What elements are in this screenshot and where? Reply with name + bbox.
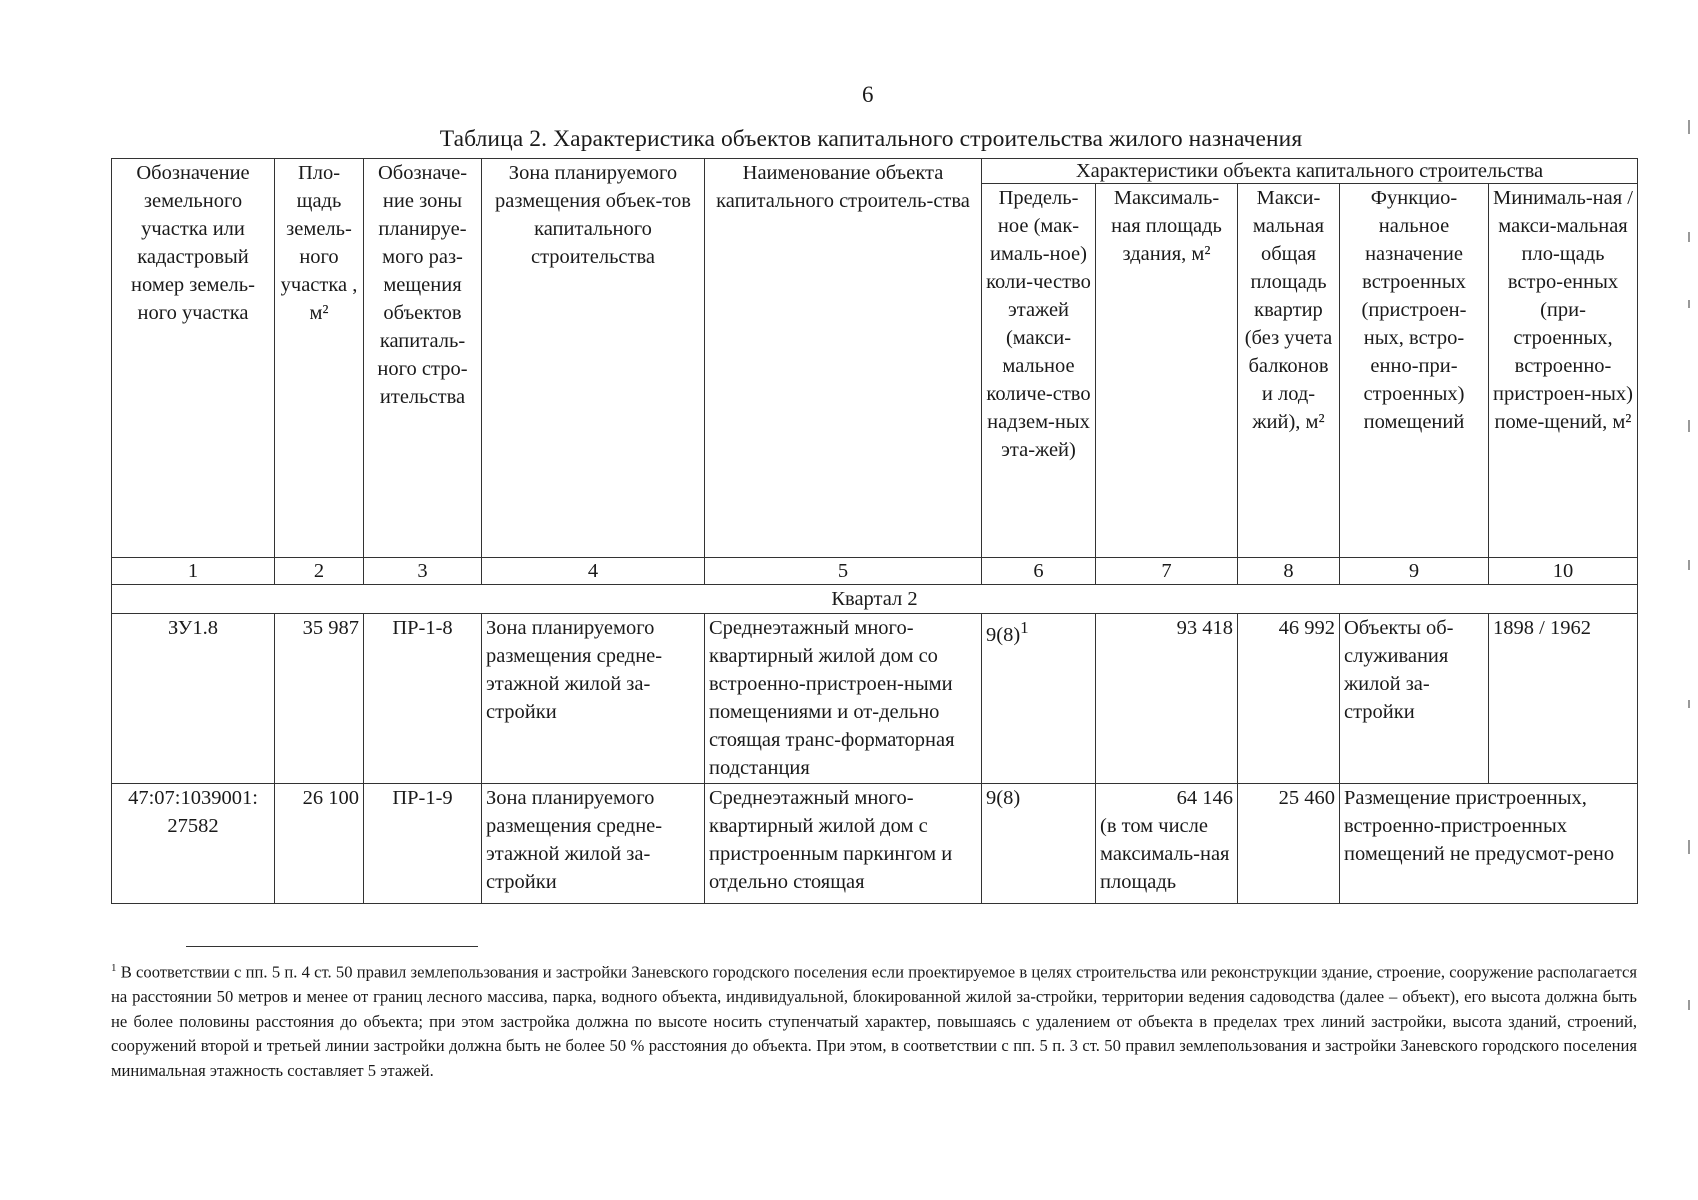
- column-number: 3: [364, 558, 482, 585]
- column-number: 8: [1238, 558, 1340, 585]
- header-plot-area: Пло-щадь земель-ного участка , м²: [275, 159, 364, 558]
- column-number: 10: [1489, 558, 1638, 585]
- scan-edge-marks: [1686, 0, 1690, 1200]
- column-number: 7: [1096, 558, 1238, 585]
- cell-max-building-area: [1096, 784, 1238, 904]
- header-characteristics-group: Характеристики объекта капитального строительства: [982, 159, 1638, 184]
- cell-zone-designation: ПР-1-9: [364, 784, 482, 904]
- block-row: [112, 585, 1638, 614]
- cell-land-plot: 47:07:1039001: 27582: [112, 784, 275, 904]
- column-number: 9: [1340, 558, 1489, 585]
- header-max-building-area: Максималь-ная площадь здания, м²: [1096, 184, 1238, 558]
- header-floors: Предель-ное (мак-ималь-ное) коли-чество этажей (макси-мальное количе-ство надзем-ных эта-жей): [982, 184, 1096, 558]
- column-numbers-row: [112, 558, 1638, 585]
- header-builtin-area: Минималь-ная / макси-мальная пло-щадь встро-енных (при-строенных, встроенно-пристроен-ных) поме-щений, м²: [1489, 184, 1638, 558]
- building-area-note: (в том числе максималь-ная площадь: [1100, 815, 1230, 893]
- column-number: 2: [275, 558, 364, 585]
- page-number: 6: [862, 82, 874, 107]
- building-area-value: 64 146: [1176, 787, 1233, 809]
- header-object-name: Наименование объекта капитального строитель-ства: [705, 159, 982, 558]
- cell-max-apartment-area: 25 460: [1238, 784, 1340, 904]
- footnote-ref: 1: [1020, 618, 1029, 637]
- footnote: [111, 956, 1637, 1083]
- cell-function: Объекты об-служивания жилой за-стройки: [1340, 614, 1489, 784]
- column-number: 6: [982, 558, 1096, 585]
- table-row: [112, 614, 1638, 784]
- footnote-marker: 1: [111, 962, 117, 974]
- block-label: Квартал 2: [112, 585, 1638, 614]
- column-number: 4: [482, 558, 705, 585]
- header-land-plot: Обозначение земельного участка или кадастровый номер земель-ного участка: [112, 159, 275, 558]
- table-row: [112, 784, 1638, 904]
- cell-max-apartment-area: 46 992: [1238, 614, 1340, 784]
- characteristics-table: [111, 158, 1638, 904]
- cell-plot-area: 35 987: [275, 614, 364, 784]
- cell-builtin-area: 1898 / 1962: [1489, 614, 1638, 784]
- cell-zone-designation: ПР-1-8: [364, 614, 482, 784]
- cell-zone: Зона планируемого размещения средне-этажной жилой за-стройки: [482, 614, 705, 784]
- cell-max-building-area: 93 418: [1096, 614, 1238, 784]
- column-number: 5: [705, 558, 982, 585]
- table-title: Таблица 2. Характеристика объектов капитального строительства жилого назначения: [439, 126, 1303, 152]
- cell-land-plot: ЗУ1.8: [112, 614, 275, 784]
- footnote-divider: [186, 946, 478, 947]
- cell-object-name: Среднеэтажный много-квартирный жилой дом с пристроенным паркингом и отдельно стоящая: [705, 784, 982, 904]
- cell-floors: 9(8): [982, 784, 1096, 904]
- cell-object-name: Среднеэтажный много-квартирный жилой дом со встроенно-пристроен-ными помещениями и от-дельно стоящая транс-форматорная подстанция: [705, 614, 982, 784]
- floors-value: 9(8): [986, 623, 1021, 646]
- cell-function-merged: Размещение пристроенных, встроенно-пристроенных помещений не предусмот-рено: [1340, 784, 1638, 904]
- cell-floors: [982, 614, 1096, 784]
- header-max-apartment-area: Макси-мальная общая площадь квартир (без учета балконов и лод-жий), м²: [1238, 184, 1340, 558]
- cell-zone: Зона планируемого размещения средне-этажной жилой за-стройки: [482, 784, 705, 904]
- cell-plot-area: 26 100: [275, 784, 364, 904]
- footnote-text: В соответствии с пп. 5 п. 4 ст. 50 правил землепользования и застройки Заневского городского поселения если проектируемое в целях строительства или реконструкции здание, строение, сооружение располагается на расстоянии 50 метров и менее от границ лесного массива, парка, водного объекта, индивидуальной, блокированной жилой за-стройки, территории ведения садоводства (далее – объект), его высота должна быть не более половины расстояния до объекта; при этом застройка должна по высоте носить ступенчатый характер, повышаясь с удалением от объекта в пределах трех линий застройки, высота зданий, строений, сооружений второй и третьей линии застройки должна быть не более 50 % расстояния до объекта. При этом, в соответствии с пп. 5 п. 3 ст. 50 правил землепользования и застройки Заневского городского поселения минимальная этажность составляет 5 этажей.: [111, 962, 1637, 1080]
- header-function: Функцио-нальное назначение встроенных (пристроен-ных, встро-енно-при-строенных) помещений: [1340, 184, 1489, 558]
- header-zone-designation: Обозначе-ние зоны планируе-мого раз-мещения объектов капиталь-ного стро-ительства: [364, 159, 482, 558]
- column-number: 1: [112, 558, 275, 585]
- header-zone: Зона планируемого размещения объек-тов капитального строительства: [482, 159, 705, 558]
